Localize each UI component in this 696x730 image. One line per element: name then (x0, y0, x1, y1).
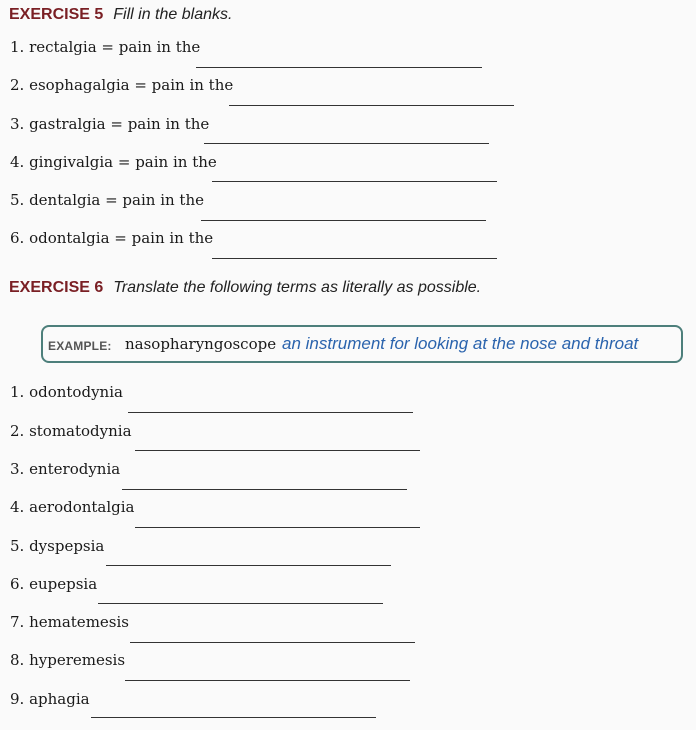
answer-blank[interactable] (128, 412, 413, 413)
item-text: 9. aphagia (10, 690, 90, 708)
answer-blank[interactable] (125, 680, 410, 681)
exercise-6-label: EXERCISE 6 (9, 279, 104, 296)
item-text: 1. rectalgia = pain in the (10, 38, 201, 56)
item-text: 1. odontodynia (10, 383, 123, 401)
item-text: 8. hyperemesis (10, 651, 126, 669)
example-term: nasopharyngoscope (125, 335, 277, 353)
answer-blank[interactable] (122, 489, 407, 490)
answer-blank[interactable] (229, 105, 514, 106)
item-text: 7. hematemesis (10, 613, 129, 631)
answer-blank[interactable] (106, 565, 391, 566)
exercise-5-instruction: Fill in the blanks. (113, 6, 233, 23)
item-text: 6. odontalgia = pain in the (10, 229, 214, 247)
exercise-6-instruction: Translate the following terms as literally as possible. (113, 279, 482, 296)
item-text: 4. aerodontalgia (10, 498, 135, 516)
item-text: 2. esophagalgia = pain in the (10, 76, 234, 94)
example-box (41, 325, 683, 363)
answer-blank[interactable] (130, 642, 415, 643)
answer-blank[interactable] (135, 527, 420, 528)
item-text: 3. gastralgia = pain in the (10, 115, 210, 133)
exercise-6-heading (9, 279, 481, 297)
item-text: 3. enterodynia (10, 460, 121, 478)
item-text: 4. gingivalgia = pain in the (10, 153, 217, 171)
answer-blank[interactable] (212, 181, 497, 182)
answer-blank[interactable] (135, 450, 420, 451)
answer-blank[interactable] (98, 603, 383, 604)
item-text: 5. dyspepsia (10, 537, 105, 555)
answer-blank[interactable] (91, 717, 376, 718)
answer-blank[interactable] (204, 143, 489, 144)
item-text: 2. stomatodynia (10, 422, 132, 440)
item-text: 6. eupepsia (10, 575, 98, 593)
answer-blank[interactable] (201, 220, 486, 221)
answer-blank[interactable] (196, 67, 482, 68)
exercise-5-heading (9, 6, 232, 24)
example-translation: an instrument for looking at the nose and throat (282, 334, 639, 353)
example-label: EXAMPLE: (48, 339, 112, 353)
exercise-5-label: EXERCISE 5 (9, 6, 104, 23)
answer-blank[interactable] (212, 258, 497, 259)
item-text: 5. dentalgia = pain in the (10, 191, 204, 209)
